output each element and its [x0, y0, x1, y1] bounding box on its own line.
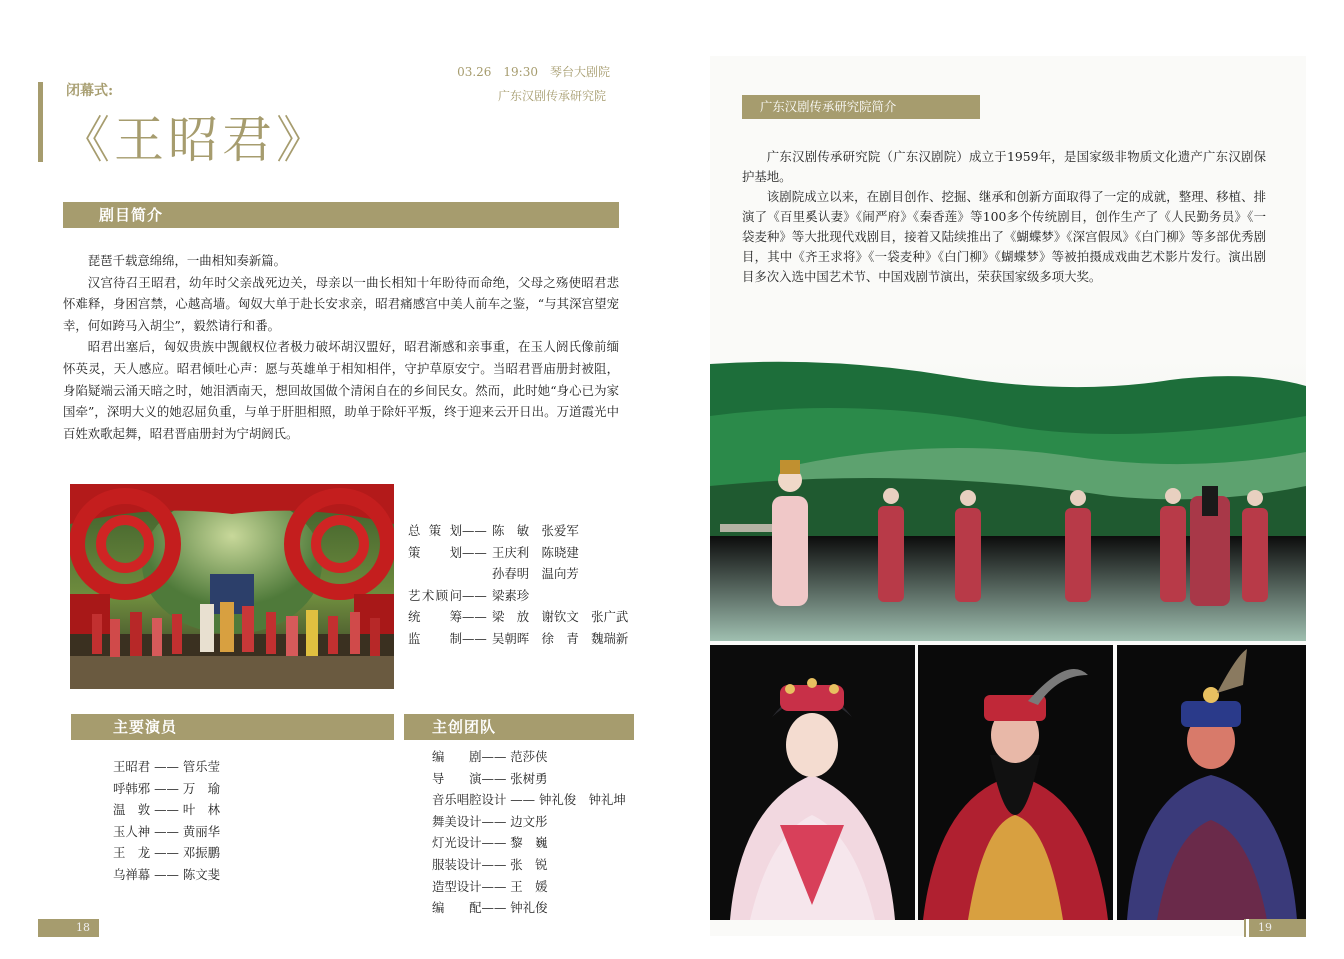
performance-date-venue: 03.26 19:30 琴台大剧院 — [457, 65, 610, 79]
synopsis-paragraph: 汉宫待召王昭君，幼年时父亲战死边关，母亲以一曲长相知十年盼待而命绝，父母之殇使昭君悲怀难释，身困宫禁，心越高墙。匈奴大单于赴长安求亲，昭君痛感宫中美人前车之鉴，“与其深宫望宠幸，何如跨马入胡尘”，毅然请行和番。 — [63, 274, 619, 333]
credit-role: 统 筹 — [408, 609, 462, 625]
credit-role: 艺术顾问 — [408, 587, 462, 603]
page-number-right-text: 19 — [1258, 921, 1272, 934]
team-heading: 主创团队 — [404, 714, 634, 740]
intro-paragraph: 该剧院成立以来，在剧目创作、挖掘、继承和创新方面取得了一定的成就，整理、移植、排演了《百里奚认妻》《闹严府》《秦香莲》等100多个传统剧目，创作生产了《人民勤务员》《一袋麦种》等大批现代戏剧目，接着又陆续推出了《蝴蝶梦》《深宫假凤》《白门柳》等多部优秀剧目，其中《齐王求将》《一袋麦种》《白门柳》《蝴蝶梦》等被拍摄成戏曲艺术影片发行。演出剧目多次入选中国艺术节、中国戏剧节演出，荣获国家级多项大奖。 — [742, 189, 1266, 284]
credit-dash: —— — [462, 544, 487, 560]
page-number-divider — [99, 919, 102, 937]
synopsis-heading: 剧目简介 — [63, 202, 619, 228]
credit-row — [408, 542, 628, 564]
page-title: 《王昭君》 — [60, 111, 330, 169]
list-item: 音乐唱腔设计 —— 钟礼俊 钟礼坤 — [432, 792, 626, 808]
portrait-wang-zhaojun — [710, 645, 915, 920]
credit-dash: —— — [462, 587, 487, 603]
portrait-wendun — [1117, 645, 1306, 920]
credit-names: 王庆利 陈晓建 — [492, 544, 579, 560]
credit-role — [408, 563, 462, 585]
credit-row — [408, 585, 628, 607]
page-number-divider — [1246, 919, 1249, 937]
list-item: 王昭君 —— 管乐莹 — [113, 759, 221, 774]
list-item: 温 敦 —— 叶 林 — [113, 802, 221, 818]
credit-names: 梁素珍 — [492, 587, 530, 603]
synopsis-text — [63, 250, 619, 444]
list-item: 导 演—— 张树勇 — [432, 770, 548, 786]
page-number-left-text: 18 — [38, 919, 96, 937]
intro-paragraph: 广东汉剧传承研究院（广东汉剧院）成立于1959年，是国家级非物质文化遗产广东汉剧保护基地。 — [742, 149, 1266, 184]
credit-dash: —— — [462, 630, 487, 646]
stage-photo-finale — [70, 484, 394, 689]
credit-names: 陈 敏 张爱军 — [492, 523, 579, 538]
list-item: 乌禅幕 —— 陈文斐 — [113, 866, 221, 882]
credit-row — [408, 520, 628, 542]
team-list — [432, 746, 626, 919]
list-item: 玉人神 —— 黄丽华 — [113, 823, 221, 839]
credit-dash-blank — [462, 563, 492, 585]
performing-organization: 广东汉剧传承研究院 — [497, 89, 606, 103]
stage-photo-finale-image — [70, 484, 394, 689]
portrait-wendun-image — [1117, 645, 1306, 920]
credit-role: 策 划 — [408, 544, 462, 560]
cast-list — [113, 756, 220, 886]
page-number-left — [38, 919, 102, 937]
list-item: 服装设计—— 张 锐 — [432, 856, 548, 872]
stage-photo-landscape — [710, 356, 1306, 641]
cast-heading: 主要演员 — [71, 714, 394, 740]
list-item: 呼韩邪 —— 万 瑜 — [113, 780, 221, 796]
credit-dash: —— — [462, 523, 487, 538]
credit-row — [408, 628, 628, 650]
credit-role: 监 制 — [408, 630, 462, 646]
credit-names: 吴朝晖 徐 青 魏瑞新 — [492, 630, 629, 646]
stage-photo-landscape-image — [710, 356, 1306, 641]
list-item: 造型设计—— 王 媛 — [432, 878, 548, 894]
production-credits — [408, 520, 628, 650]
title-accent-bar — [38, 82, 43, 162]
list-item: 编 剧—— 范莎侠 — [432, 749, 548, 764]
portrait-huhanye-image — [918, 645, 1113, 920]
synopsis-paragraph: 昭君出塞后，匈奴贵族中觊觎权位者极力破坏胡汉盟好，昭君渐感和亲事重，在玉人阏氏像前缅怀英灵，天人感应。昭君倾吐心声：愿与英雄单于相知相伴，守护草原安宁。当昭君晋庙册封被阻，身陷疑端云涌天暗之时，她泪洒南天，想回故国做个清闲自在的乡间民女。然而，此时她“身心已为家国牵”，深明大义的她忍屈负重，与单于肝胆相照，助单于除奸平叛，终于迎来云开日出。万道霞光中百姓欢歌起舞，昭君晋庙册封为宁胡阏氏。 — [63, 339, 619, 441]
credit-dash: —— — [462, 609, 487, 625]
list-item: 舞美设计—— 边文彤 — [432, 813, 548, 829]
credit-names: 孙春明 温向芳 — [492, 566, 579, 582]
page-number-right — [1244, 919, 1306, 937]
credit-row — [408, 606, 628, 628]
portrait-huhanye — [918, 645, 1113, 920]
list-item: 灯光设计—— 黎 巍 — [432, 835, 548, 851]
portrait-wang-zhaojun-image — [710, 645, 915, 920]
intro-heading: 广东汉剧传承研究院简介 — [742, 95, 980, 119]
list-item: 王 龙 —— 邓振鹏 — [113, 845, 221, 861]
credit-row — [408, 563, 628, 585]
intro-text — [742, 147, 1266, 287]
credit-names: 梁 放 谢钦文 张广武 — [492, 609, 629, 625]
synopsis-paragraph: 琵琶千载意绵绵，一曲相知奏新篇。 — [87, 253, 287, 268]
closing-label: 闭幕式: — [66, 83, 114, 99]
credit-role: 总策划 — [408, 523, 462, 538]
list-item: 编 配—— 钟礼俊 — [432, 900, 548, 916]
